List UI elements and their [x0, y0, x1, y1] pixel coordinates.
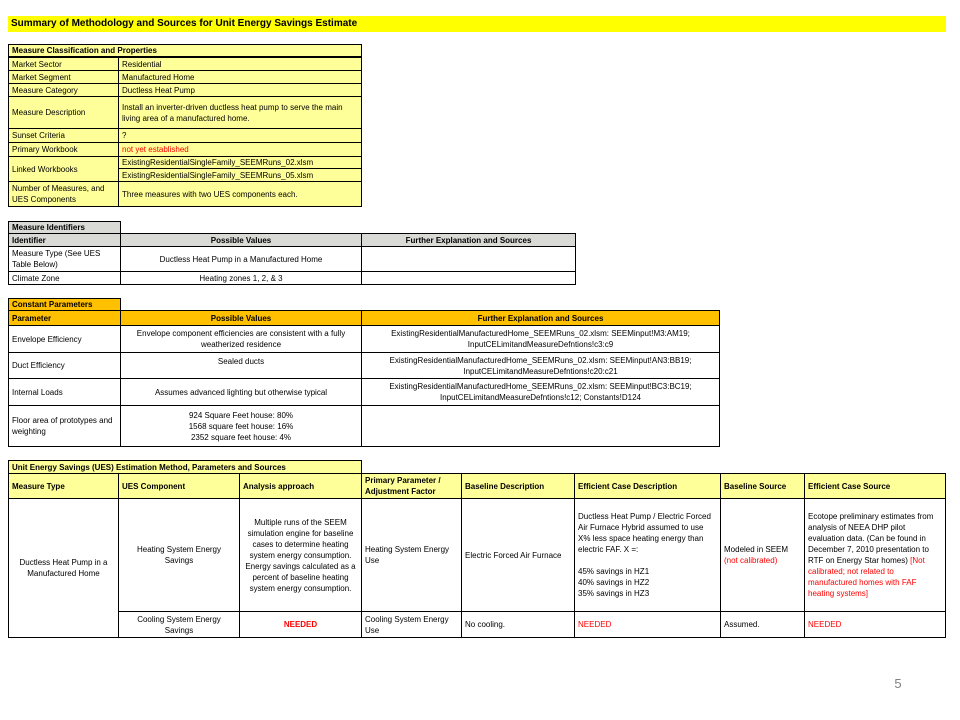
classification-header: Measure Classification and Properties	[8, 44, 362, 57]
ues-cooling-baseline-source: Assumed.	[720, 611, 805, 638]
identifiers-col-possible-values: Possible Values	[120, 233, 362, 247]
label-number-of-measures: Number of Measures, and UES Components	[8, 181, 119, 207]
constants-col-explanation: Further Explanation and Sources	[361, 310, 720, 326]
identifier-measure-type-explanation	[361, 246, 576, 272]
value-market-segment: Manufactured Home	[118, 70, 362, 84]
constant-internal-loads-value: Assumes advanced lighting but otherwise typical	[120, 378, 362, 406]
ues-heating-efficient: Ductless Heat Pump / Electric Forced Air Furnace Hybrid assumed to use X% less space heating energy than electric FAF. X =: 45% savings in HZ1 40% savings in HZ2 35% savings in HZ3	[574, 498, 721, 612]
identifier-climate-zone: Climate Zone	[8, 271, 121, 285]
identifier-measure-type-value: Ductless Heat Pump in a Manufactured Home	[120, 246, 362, 272]
page-number: 5	[894, 676, 902, 691]
value-linked-workbook-1: ExistingResidentialSingleFamily_SEEMRuns_02.xlsm	[118, 156, 362, 169]
label-measure-category: Measure Category	[8, 83, 119, 97]
ues-col-baseline-source: Baseline Source	[720, 473, 805, 499]
constants-col-possible-values: Possible Values	[120, 310, 362, 326]
ues-header: Unit Energy Savings (UES) Estimation Method, Parameters and Sources	[8, 460, 362, 474]
ues-col-parameter: Primary Parameter / Adjustment Factor	[361, 473, 462, 499]
label-measure-description: Measure Description	[8, 96, 119, 129]
ues-col-baseline: Baseline Description	[461, 473, 575, 499]
constants-col-parameter: Parameter	[8, 310, 121, 326]
identifier-climate-zone-explanation	[361, 271, 576, 285]
value-measure-description: Install an inverter-driven ductless heat pump to serve the main living area of a manufactured home.	[118, 96, 362, 129]
label-sunset-criteria: Sunset Criteria	[8, 128, 119, 143]
constant-envelope-efficiency-explanation: ExistingResidentialManufacturedHome_SEEMRuns_02.xlsm: SEEMinput!M3:AM19; InputCELimitandMeasureDefntions!c3:c9	[361, 325, 720, 353]
ues-heating-efficient-source-text	[808, 511, 942, 599]
value-sunset-criteria: ?	[118, 128, 362, 143]
ues-heating-approach: Multiple runs of the SEEM simulation engine for baseline cases to determine heating system energy consumption. Energy savings calculated as a percent of baseline heating system energy consumption.	[239, 498, 362, 612]
value-primary-workbook: not yet established	[118, 142, 362, 157]
baseline-source-label: Modeled in SEEM	[724, 545, 789, 554]
constant-envelope-efficiency-value: Envelope component efficiencies are consistent with a fully weatherized residence	[120, 325, 362, 353]
ues-col-efficient: Efficient Case Description	[574, 473, 721, 499]
page-title: Summary of Methodology and Sources for Unit Energy Savings Estimate	[8, 16, 946, 32]
constant-internal-loads-explanation: ExistingResidentialManufacturedHome_SEEMRuns_02.xlsm: SEEMinput!BC3:BC19; InputCELimitandMeasureDefntions!c12; Constants!D124	[361, 378, 720, 406]
label-market-sector: Market Sector	[8, 57, 119, 71]
ues-cooling-efficient: NEEDED	[574, 611, 721, 638]
ues-col-measure-type: Measure Type	[8, 473, 119, 499]
identifier-climate-zone-value: Heating zones 1, 2, & 3	[120, 271, 362, 285]
efficient-source-note: [Not calibrated; not related to manufactured homes with FAF heating systems]	[808, 556, 925, 598]
ues-measure-type: Ductless Heat Pump in a Manufactured Home	[8, 498, 119, 638]
constant-duct-efficiency: Duct Efficiency	[8, 352, 121, 379]
value-number-of-measures: Three measures with two UES components each.	[118, 181, 362, 207]
efficient-source-label: Ecotope preliminary estimates from analysis of NEEA DHP pilot evaluation data. (Can be found in December 7, 2010 presentation to RTF on Energy Star homes)	[808, 512, 934, 565]
constant-floor-area-value: 924 Square Feet house: 80% 1568 square feet house: 16% 2352 square feet house: 4%	[120, 405, 362, 447]
ues-cooling-approach: NEEDED	[239, 611, 362, 638]
ues-heating-baseline-source-text	[724, 544, 788, 566]
identifiers-col-identifier: Identifier	[8, 233, 121, 247]
ues-cooling-efficient-source: NEEDED	[804, 611, 946, 638]
ues-cooling-baseline: No cooling.	[461, 611, 575, 638]
label-linked-workbooks: Linked Workbooks	[8, 156, 119, 182]
constant-floor-area-explanation	[361, 405, 720, 447]
identifiers-col-explanation: Further Explanation and Sources	[361, 233, 576, 247]
identifiers-header: Measure Identifiers	[8, 221, 121, 234]
value-linked-workbook-2: ExistingResidentialSingleFamily_SEEMRuns_05.xlsm	[118, 168, 362, 182]
ues-col-efficient-source: Efficient Case Source	[804, 473, 946, 499]
constant-duct-efficiency-value: Sealed ducts	[120, 352, 362, 379]
constant-envelope-efficiency: Envelope Efficiency	[8, 325, 121, 353]
ues-cooling-component: Cooling System Energy Savings	[118, 611, 240, 638]
ues-heating-parameter: Heating System Energy Use	[361, 498, 462, 612]
value-market-sector: Residential	[118, 57, 362, 71]
value-measure-category: Ductless Heat Pump	[118, 83, 362, 97]
ues-heating-baseline-source	[720, 498, 805, 612]
constants-header: Constant Parameters	[8, 298, 121, 311]
constant-internal-loads: Internal Loads	[8, 378, 121, 406]
ues-cooling-parameter: Cooling System Energy Use	[361, 611, 462, 638]
ues-heating-efficient-source	[804, 498, 946, 612]
label-primary-workbook: Primary Workbook	[8, 142, 119, 157]
ues-heating-component: Heating System Energy Savings	[118, 498, 240, 612]
identifier-measure-type: Measure Type (See UES Table Below)	[8, 246, 121, 272]
ues-col-approach: Analysis approach	[239, 473, 362, 499]
ues-heating-baseline: Electric Forced Air Furnace	[461, 498, 575, 612]
constant-duct-efficiency-explanation: ExistingResidentialManufacturedHome_SEEMRuns_02.xlsm: SEEMinput!AN3:BB19; InputCELimitandMeasureDefntions!c20:c21	[361, 352, 720, 379]
constant-floor-area: Floor area of prototypes and weighting	[8, 405, 121, 447]
baseline-source-note: (not calibrated)	[724, 556, 778, 565]
label-market-segment: Market Segment	[8, 70, 119, 84]
ues-col-component: UES Component	[118, 473, 240, 499]
